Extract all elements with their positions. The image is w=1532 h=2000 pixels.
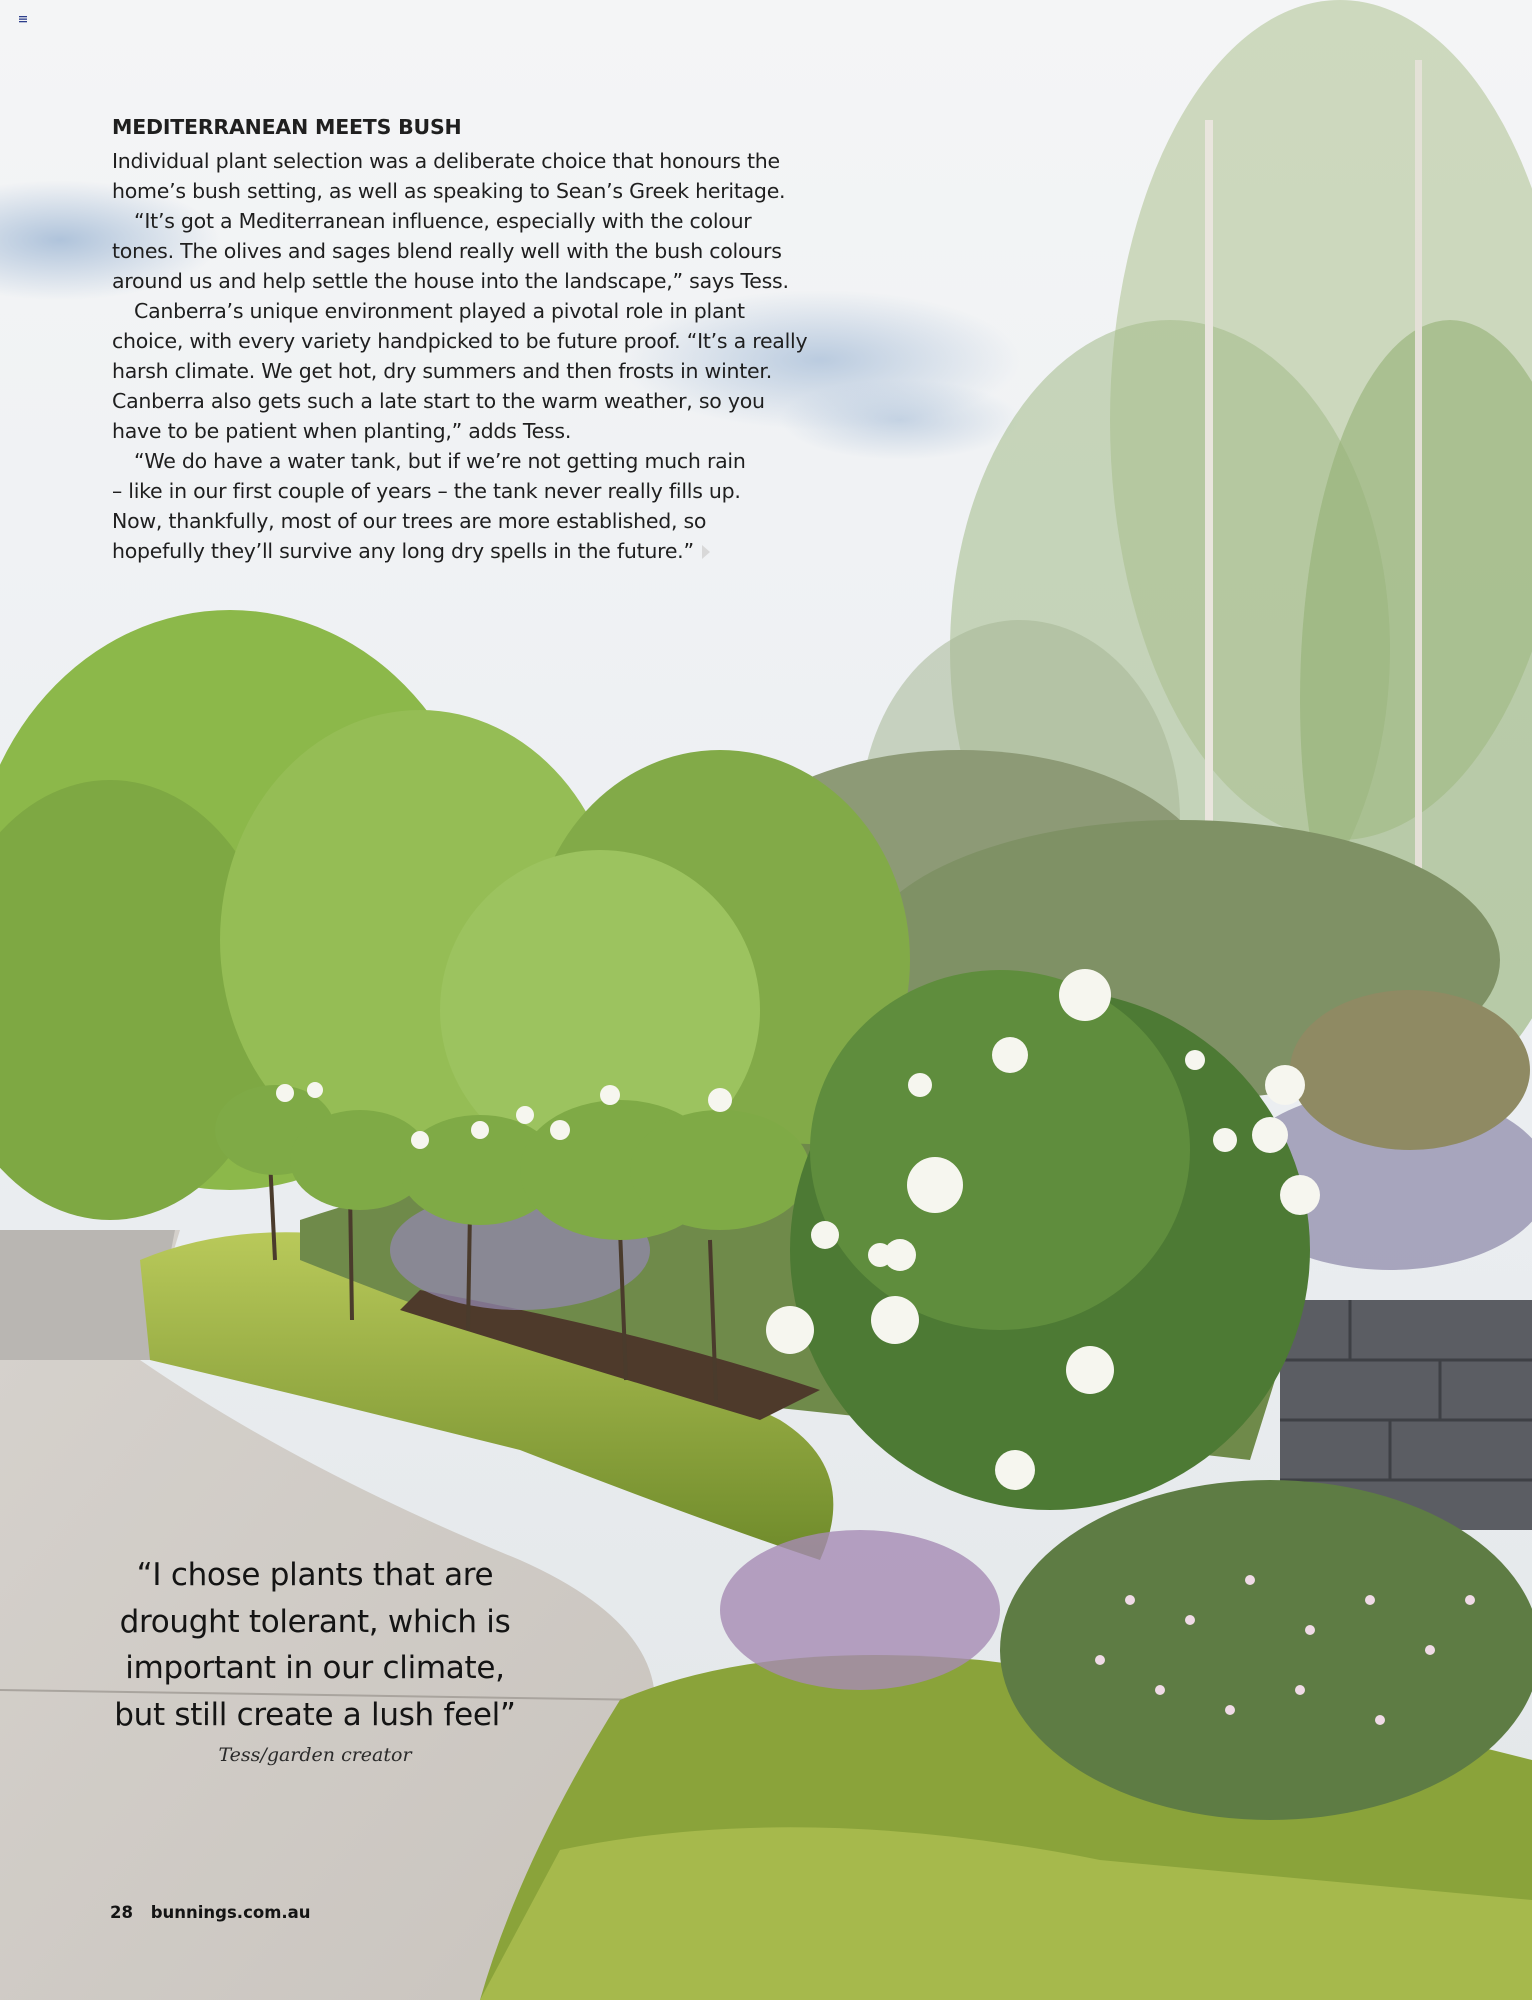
website-link[interactable]: bunnings.com.au [150, 1903, 311, 1922]
text-line: tones. The olives and sages blend really well with the bush colours [112, 239, 782, 263]
page-number: 28 [110, 1903, 133, 1922]
page-footer [110, 1903, 311, 1922]
quote-line: important in our climate, [125, 1650, 505, 1686]
text-line: Canberra’s unique environment played a pivotal role in plant [134, 299, 745, 323]
text-line: choice, with every variety handpicked to be future proof. “It’s a really [112, 329, 808, 353]
story-end-triangle-icon [702, 545, 710, 559]
text-line: hopefully they’ll survive any long dry spells in the future.” [112, 539, 694, 563]
paragraph-2 [112, 206, 872, 296]
text-line: Now, thankfully, most of our trees are more established, so [112, 509, 707, 533]
text-line: harsh climate. We get hot, dry summers and then frosts in winter. [112, 359, 772, 383]
quote-line: drought tolerant, which is [119, 1603, 511, 1640]
text-line: “We do have a water tank, but if we’re not getting much rain [134, 449, 746, 473]
text-line: have to be patient when planting,” adds Tess. [112, 419, 572, 443]
quote-attribution: Tess/garden creator [218, 1744, 412, 1766]
pull-quote-text [60, 1552, 570, 1738]
article-body [112, 112, 872, 566]
paragraph-3 [112, 296, 872, 446]
quote-line: “I chose plants that are [136, 1557, 494, 1593]
menu-icon[interactable] [18, 14, 28, 24]
text-line: “It’s got a Mediterranean influence, especially with the colour [134, 209, 752, 233]
text-line: Canberra also gets such a late start to the warm weather, so you [112, 389, 765, 413]
paragraph-4 [112, 446, 872, 566]
pull-quote [60, 1552, 570, 1766]
quote-line: but still create a lush feel” [114, 1696, 516, 1733]
section-heading: MEDITERRANEAN MEETS BUSH [112, 115, 462, 139]
text-line: Individual plant selection was a deliberate choice that honours the [112, 149, 780, 173]
text-line: – like in our first couple of years – the tank never really fills up. [112, 479, 741, 503]
text-line: around us and help settle the house into the landscape,” says Tess. [112, 269, 789, 293]
text-line: home’s bush setting, as well as speaking to Sean’s Greek heritage. [112, 179, 786, 203]
paragraph-1 [112, 146, 872, 206]
